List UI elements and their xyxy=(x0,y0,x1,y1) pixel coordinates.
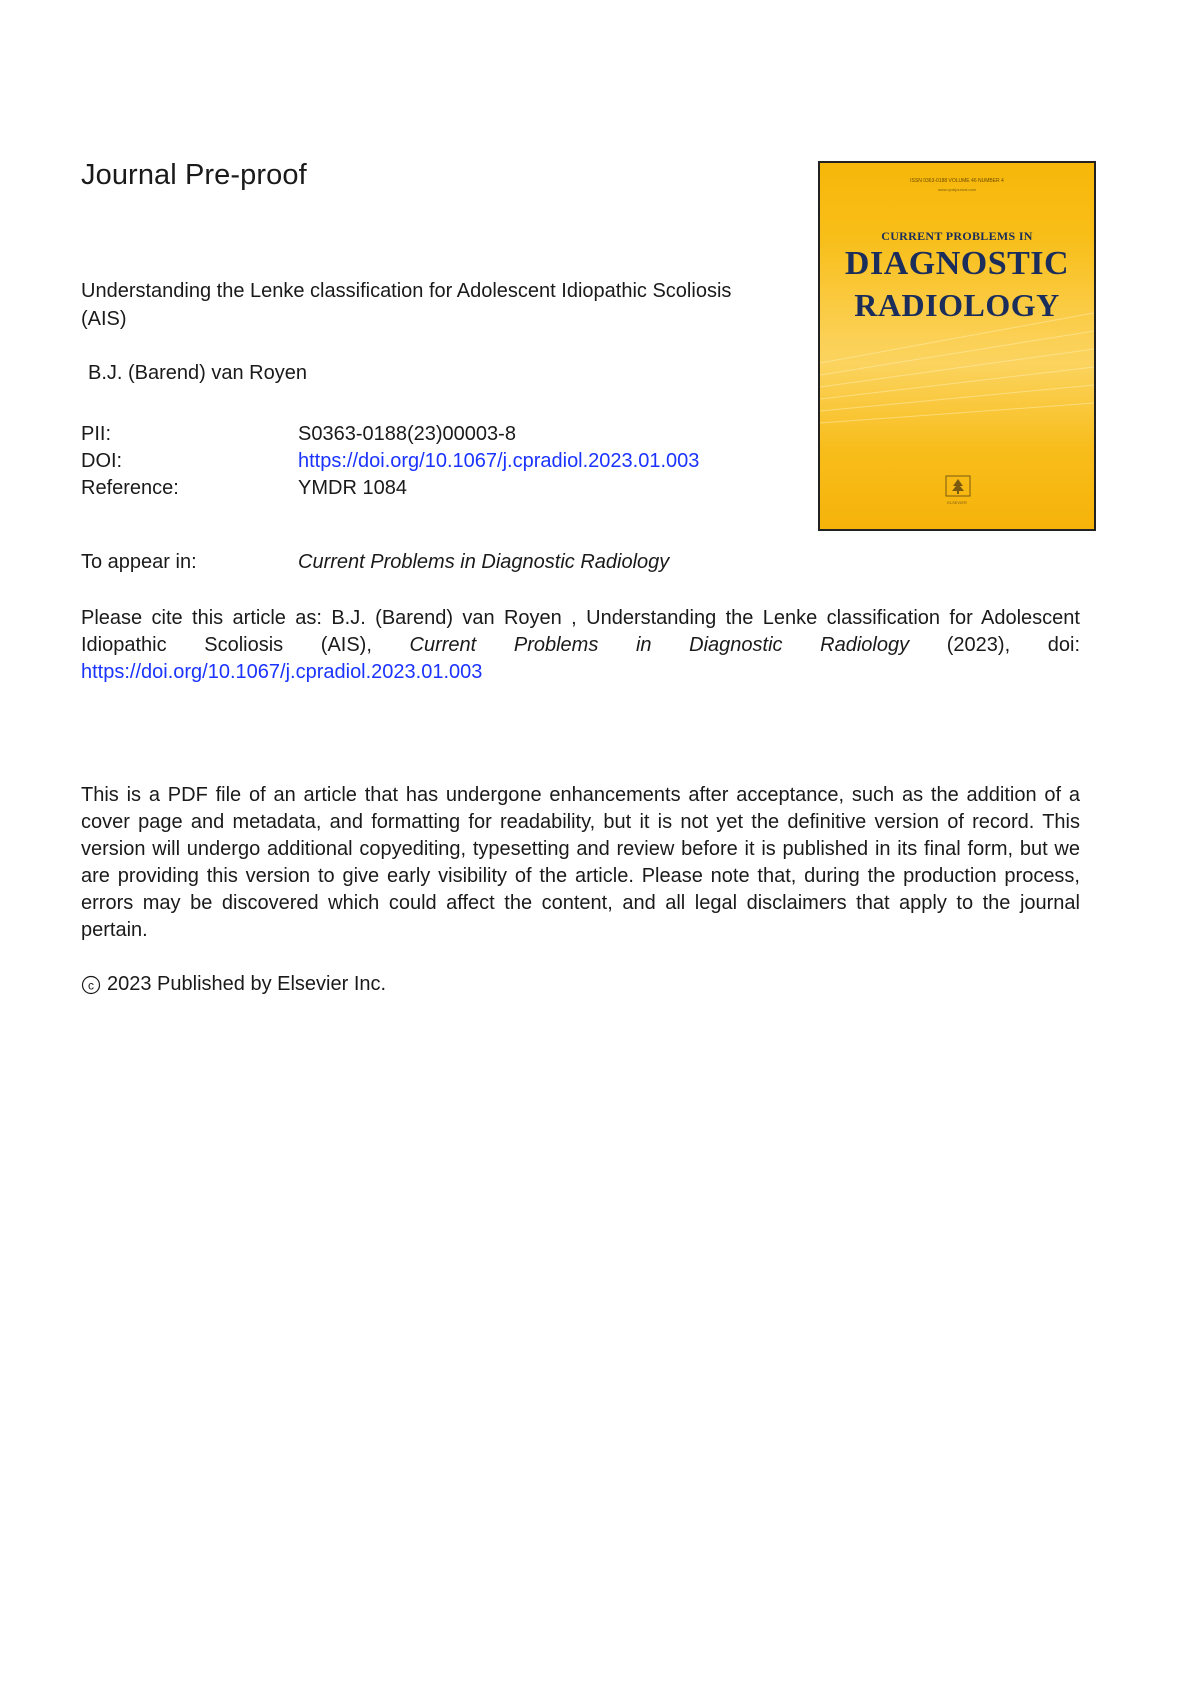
pii-label: PII: xyxy=(81,423,112,445)
citation-doi-link[interactable]: https://doi.org/10.1067/j.cpradiol.2023.01.003 xyxy=(81,661,483,683)
svg-text:c: c xyxy=(88,978,94,992)
elsevier-tree-icon xyxy=(945,475,971,497)
author-name: B.J. (Barend) van Royen xyxy=(88,362,307,384)
copyright-icon xyxy=(81,975,101,995)
cover-title-line2: RADIOLOGY xyxy=(854,287,1060,323)
citation-text: Please cite this article as: B.J. (Barend) van Royen , Understanding the Lenke classification for Adolescent Idiopathic Scoliosis (AIS), xyxy=(81,607,1080,656)
page-title: Journal Pre-proof xyxy=(81,159,307,191)
appear-in-label: To appear in: xyxy=(81,551,197,573)
citation-paragraph xyxy=(81,605,1080,686)
citation-journal: Current Problems in Diagnostic Radiology xyxy=(409,634,910,656)
copyright-line xyxy=(81,973,386,996)
cover-publisher: ELSEVIER xyxy=(947,500,967,505)
cover-title-line1: DIAGNOSTIC xyxy=(844,245,1070,282)
article-title: Understanding the Lenke classification for Adolescent Idiopathic Scoliosis (AIS) xyxy=(81,280,732,330)
copyright-text: 2023 Published by Elsevier Inc. xyxy=(107,973,387,995)
preproof-notice: This is a PDF file of an article that has undergone enhancements after acceptance, such as the addition of a cover page and metadata, and formatting for readability, but it is not yet the definitive version of record. This version will undergo additional copyediting, typesetting and review before it is published in its final form, but we are providing this version to give early visibility of the article. Please note that, during the production process, errors may be discovered which could affect the content, and all legal disclaimers that apply to the journal pertain. xyxy=(81,784,1080,941)
cover-kicker: CURRENT PROBLEMS IN xyxy=(881,229,1033,243)
pii-value: S0363-0188(23)00003-8 xyxy=(298,423,516,445)
journal-cover xyxy=(818,161,1096,531)
cover-website: www.cpdrjournal.com xyxy=(937,187,976,192)
doi-link[interactable]: https://doi.org/10.1067/j.cpradiol.2023.01.003 xyxy=(298,450,700,472)
doi-label: DOI: xyxy=(81,450,123,472)
reference-value: YMDR 1084 xyxy=(298,477,407,499)
cover-issn: ISSN 0363-0188 VOLUME 46 NUMBER 4 xyxy=(910,178,1004,184)
citation-suffix: (2023), doi: xyxy=(909,634,1080,656)
reference-label: Reference: xyxy=(81,477,179,499)
appear-in-journal: Current Problems in Diagnostic Radiology xyxy=(298,551,670,573)
